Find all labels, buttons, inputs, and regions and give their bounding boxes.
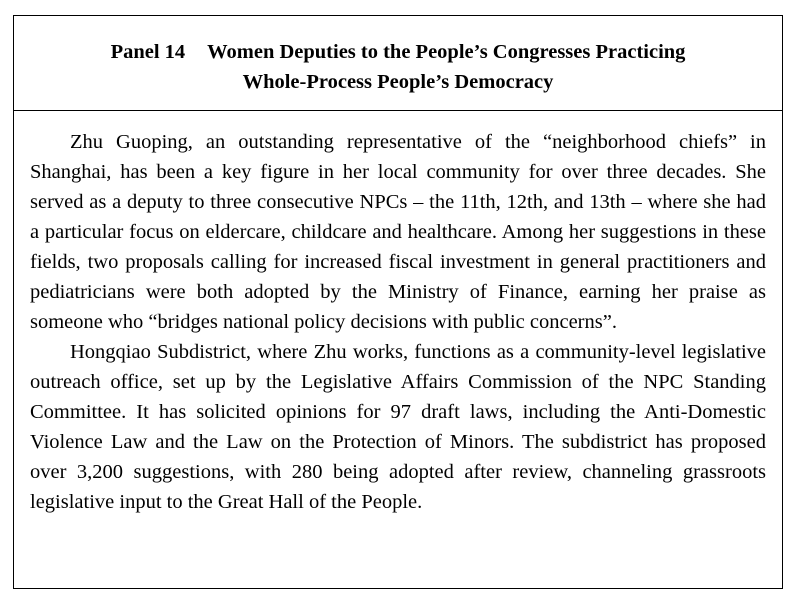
- panel-box: [13, 15, 783, 589]
- panel-title-line-1: [14, 37, 782, 67]
- panel-title-line-2: Whole-Process People’s Democracy: [242, 71, 554, 93]
- panel-label: Panel 14: [110, 41, 186, 63]
- panel-title-text: Women Deputies to the People’s Congresses Practicing: [207, 41, 686, 63]
- body-paragraph-2: Hongqiao Subdistrict, where Zhu works, functions as a community-level legislative outreach office, set up by the Legislative Affairs Commission of the NPC Standing Committee. It has solicited opinions for 97 draft laws, including the Anti-Domestic Violence Law and the Law on the Protection of Minors. The subdistrict has proposed over 3,200 suggestions, with 280 being adopted after review, channeling grassroots legislative input to the Great Hall of the People.: [30, 341, 766, 513]
- body-paragraph-1: Zhu Guoping, an outstanding representative of the “neighborhood chiefs” in Shanghai, has been a key figure in her local community for over three decades. She served as a deputy to three consecutive NPCs – the 11th, 12th, and 13th – where she had a particular focus on eldercare, childcare and healthcare. Among her suggestions in these fields, two proposals calling for increased fiscal investment in general practitioners and pediatricians were both adopted by the Ministry of Finance, earning her praise as someone who “bridges national policy decisions with public concerns”.: [30, 131, 766, 333]
- panel-body: [14, 111, 782, 517]
- panel-header: [14, 16, 782, 111]
